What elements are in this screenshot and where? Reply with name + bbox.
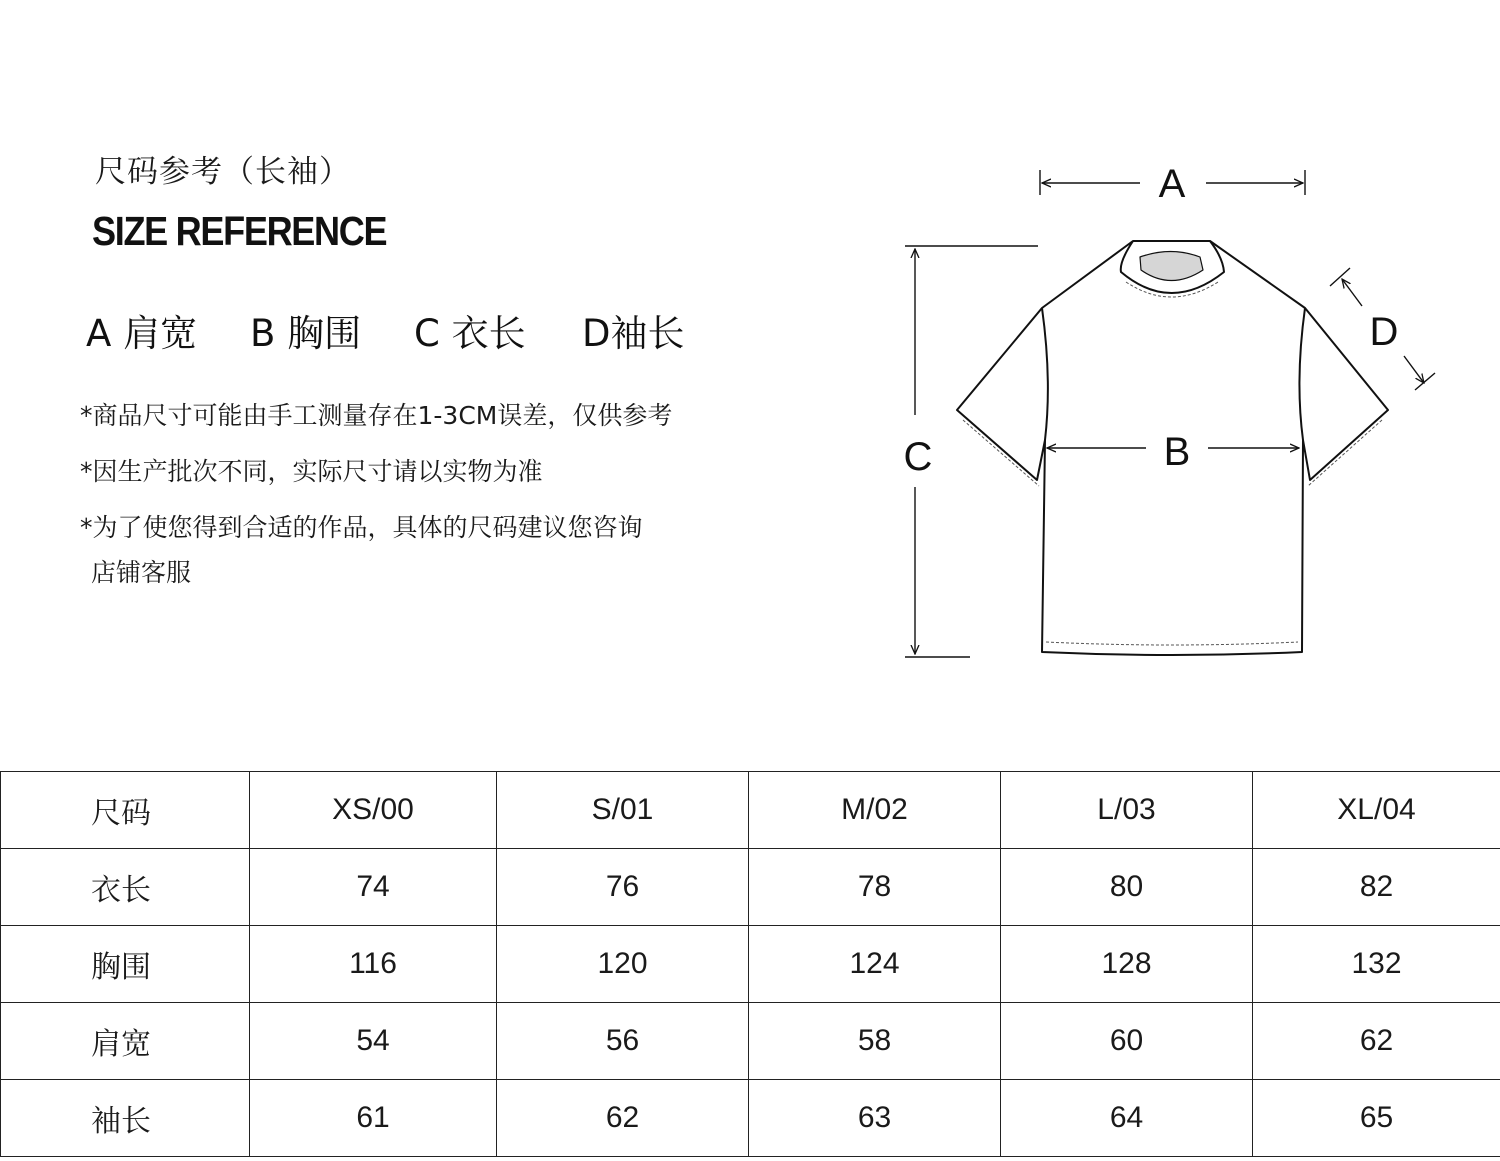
table-header-row: [1, 772, 1500, 849]
dimension-label-a: A: [1158, 162, 1186, 206]
table-cell: 116: [250, 926, 497, 1003]
row-label: 衣长: [1, 849, 250, 926]
dimension-label-d: D: [1369, 310, 1399, 354]
legend-item-c: C 衣长: [414, 312, 526, 355]
table-cell: 78: [749, 849, 1001, 926]
note-batch-difference: *因生产批次不同，实际尺寸请以实物为准: [80, 457, 543, 486]
note-consult-line1: *为了使您得到合适的作品，具体的尺码建议您咨询: [80, 513, 643, 542]
table-cell: 65: [1253, 1080, 1500, 1157]
table-row: [1, 926, 1500, 1003]
table-cell: 62: [1253, 1003, 1500, 1080]
header-size-s: S/01: [497, 772, 749, 849]
table-cell: 132: [1253, 926, 1500, 1003]
tshirt-diagram: [880, 140, 1460, 680]
table-cell: 54: [250, 1003, 497, 1080]
size-table: [0, 771, 1500, 1157]
legend-item-b: B 胸围: [250, 312, 362, 355]
table-cell: 58: [749, 1003, 1001, 1080]
table-cell: 82: [1253, 849, 1500, 926]
table-cell: 61: [250, 1080, 497, 1157]
header-size-m: M/02: [749, 772, 1001, 849]
legend-item-d: D袖长: [582, 312, 685, 355]
table-row: [1, 1003, 1500, 1080]
page-title-cn: 尺码参考（长袖）: [95, 154, 351, 190]
dimension-label-b: B: [1163, 430, 1191, 474]
row-label: 袖长: [1, 1080, 250, 1157]
table-cell: 124: [749, 926, 1001, 1003]
dimension-label-c: C: [903, 435, 933, 479]
table-row: [1, 1080, 1500, 1157]
table-cell: 80: [1001, 849, 1253, 926]
table-cell: 60: [1001, 1003, 1253, 1080]
header-size-l: L/03: [1001, 772, 1253, 849]
note-consult-line2: 店铺客服: [91, 558, 192, 587]
table-cell: 128: [1001, 926, 1253, 1003]
legend-item-a: A 肩宽: [86, 312, 198, 355]
table-cell: 56: [497, 1003, 749, 1080]
row-label: 肩宽: [1, 1003, 250, 1080]
table-cell: 120: [497, 926, 749, 1003]
note-measurement-error: *商品尺寸可能由手工测量存在1-3CM误差，仅供参考: [80, 401, 673, 430]
page-title-en: SIZE REFERENCE: [92, 208, 387, 254]
table-row: [1, 849, 1500, 926]
table-cell: 74: [250, 849, 497, 926]
table-cell: 62: [497, 1080, 749, 1157]
header-size-xs: XS/00: [250, 772, 497, 849]
table-cell: 76: [497, 849, 749, 926]
row-label: 胸围: [1, 926, 250, 1003]
table-cell: 63: [749, 1080, 1001, 1157]
table-cell: 64: [1001, 1080, 1253, 1157]
header-size-label: 尺码: [1, 772, 250, 849]
header-size-xl: XL/04: [1253, 772, 1500, 849]
